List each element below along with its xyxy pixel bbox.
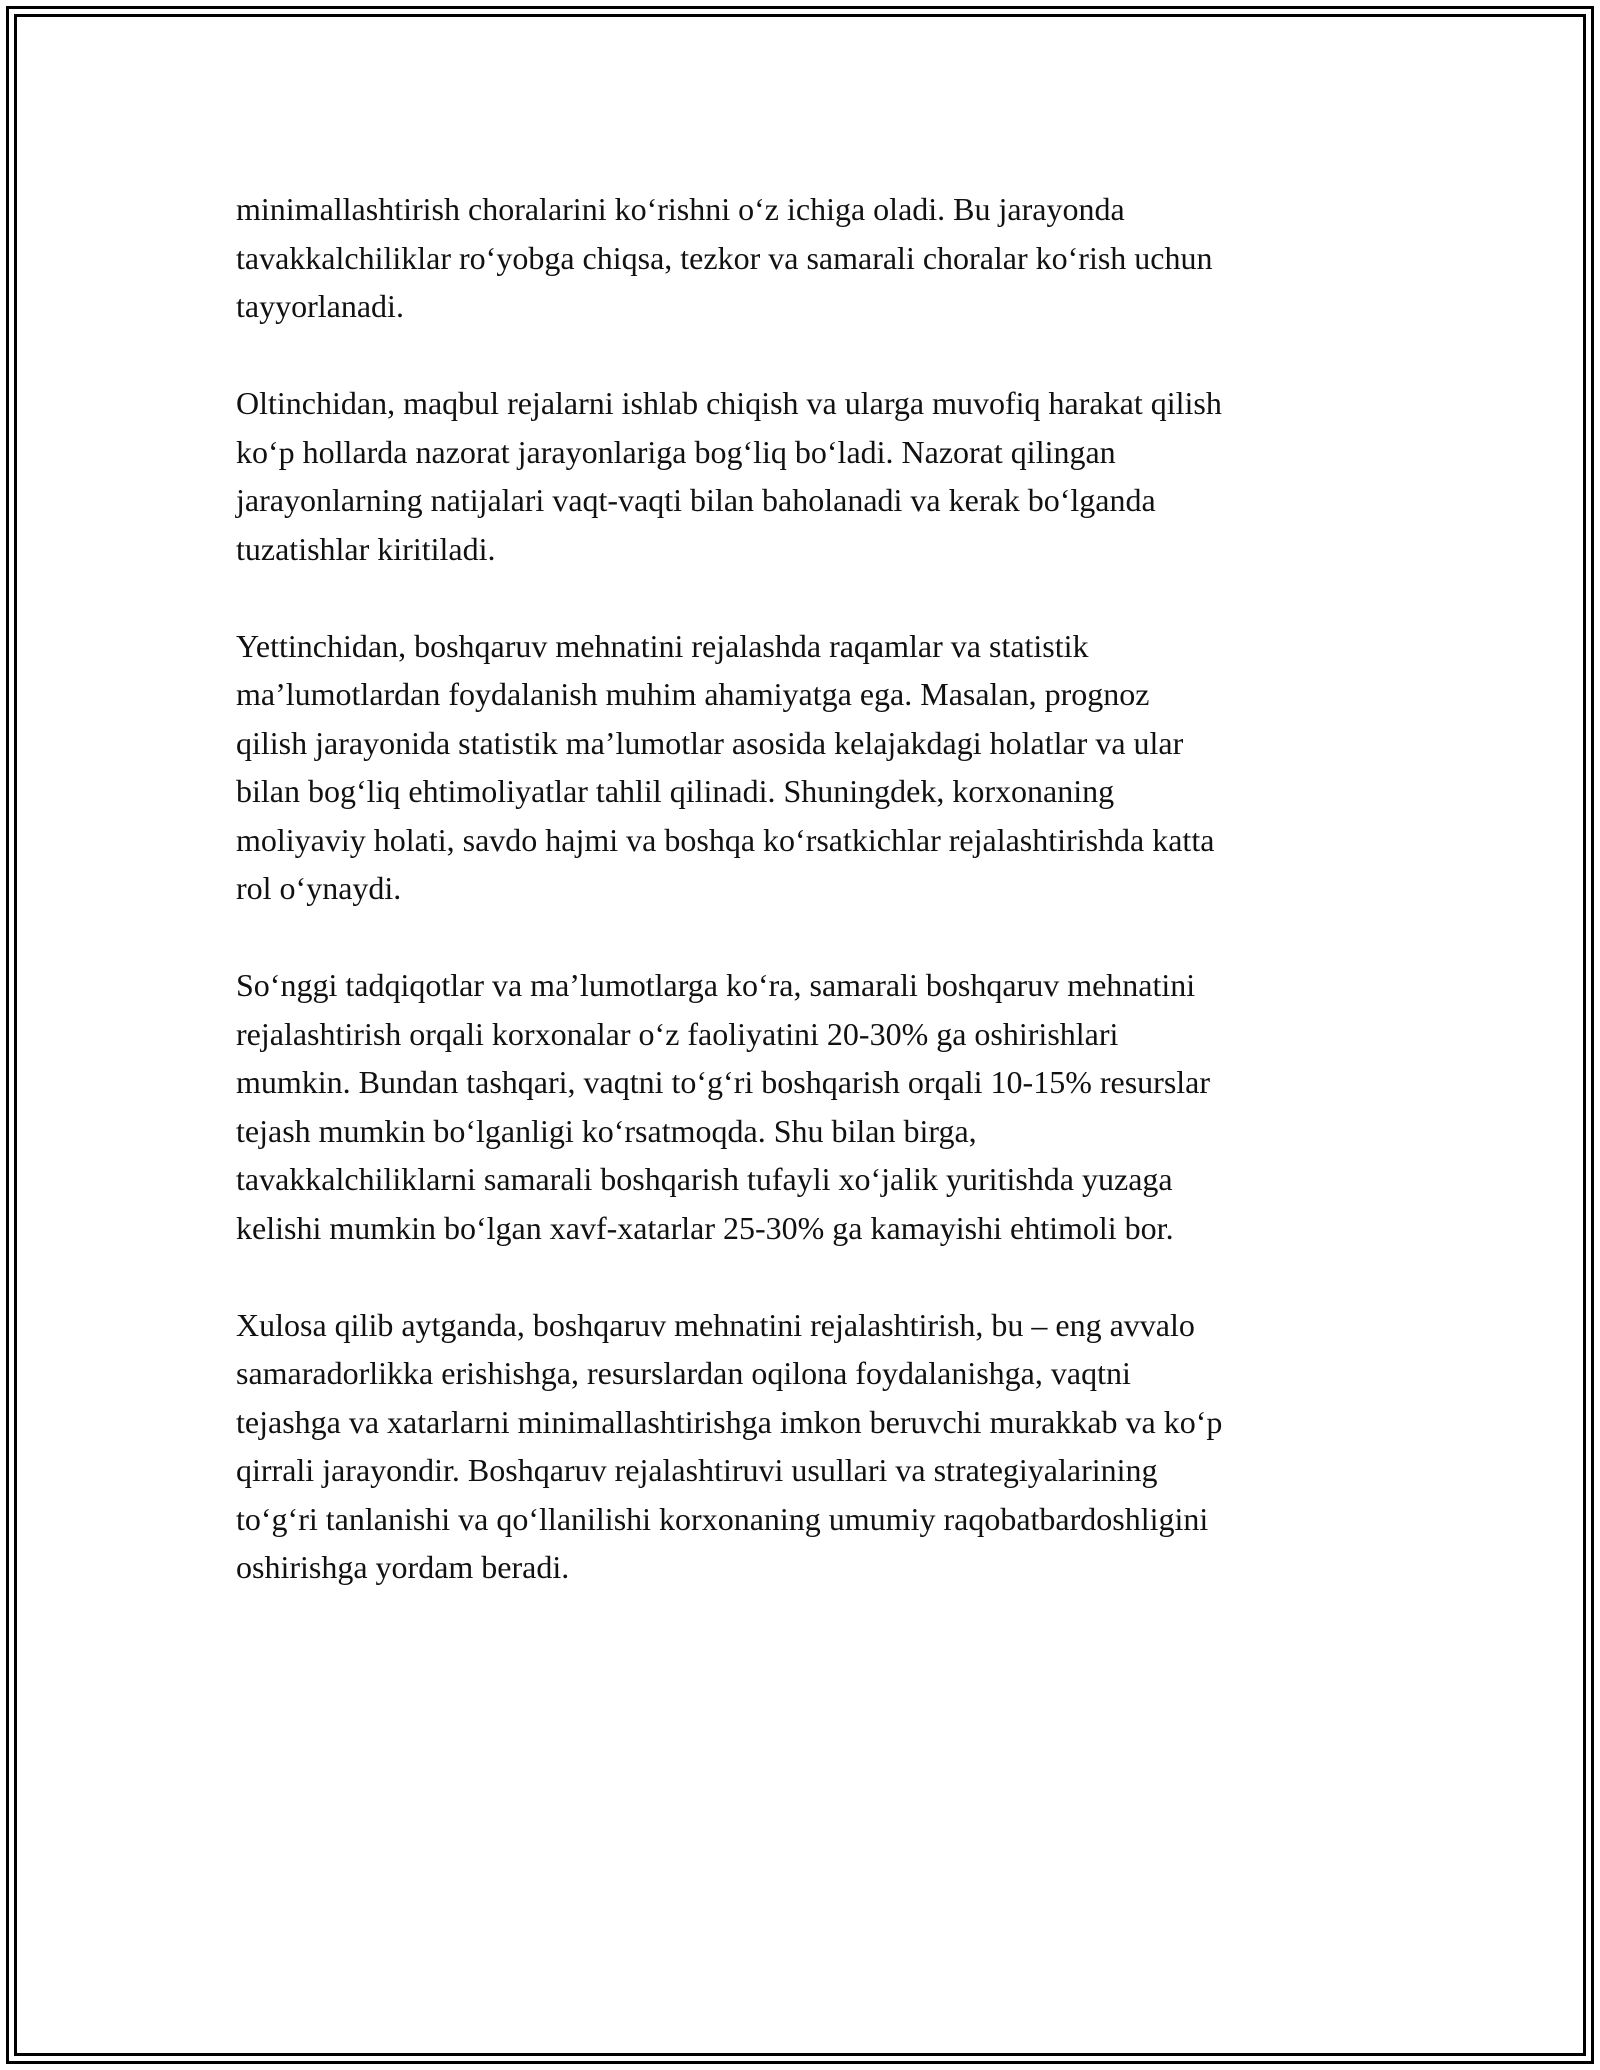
text-line: tavakkalchiliklarni samarali boshqarish tufayli xoʻjalik yuritishda yuzaga (236, 1161, 1173, 1197)
text-line: rol oʻynaydi. (236, 870, 402, 906)
text-line: minimallashtirish choralarini koʻrishni oʻz ichiga oladi. Bu jarayonda (236, 191, 1125, 227)
text-line: tayyorlanadi. (236, 288, 404, 324)
paragraph (236, 622, 1376, 913)
paragraph (236, 1301, 1376, 1592)
text-line: kelishi mumkin boʻlgan xavf-xatarlar 25-30% ga kamayishi ehtimoli bor. (236, 1209, 1174, 1246)
text-line: ma’lumotlardan foydalanish muhim ahamiyatga ega. Masalan, prognoz (236, 676, 1150, 712)
text-line: Xulosa qilib aytganda, boshqaruv mehnatini rejalashtirish, bu – eng avvalo (236, 1306, 1195, 1343)
text-line: tavakkalchiliklar roʻyobga chiqsa, tezkor va samarali choralar koʻrish uchun (236, 239, 1213, 276)
paragraph (236, 185, 1376, 331)
text-line: mumkin. Bundan tashqari, vaqtni toʻgʻri boshqarish orqali 10-15% resurslar (236, 1064, 1211, 1100)
paragraph (236, 961, 1376, 1252)
text-line: Yettinchidan, boshqaruv mehnatini rejalashda raqamlar va statistik (236, 627, 1089, 664)
text-line: toʻgʻri tanlanishi va qoʻllanilishi korxonaning umumiy raqobatbardoshligini (236, 1500, 1209, 1537)
text-line: tejashga va xatarlarni minimallashtirishga imkon beruvchi murakkab va koʻp (236, 1403, 1223, 1440)
document-body (236, 185, 1376, 1640)
text-line: oshirishga yordam beradi. (236, 1549, 570, 1585)
text-line: samaradorlikka erishishga, resurslardan oqilona foydalanishga, vaqtni (236, 1355, 1131, 1391)
text-line: Oltinchidan, maqbul rejalarni ishlab chiqish va ularga muvofiq harakat qilish (236, 385, 1222, 421)
text-line: Soʻnggi tadqiqotlar va ma’lumotlarga koʻra, samarali boshqaruv mehnatini (236, 967, 1196, 1003)
paragraph (236, 379, 1376, 573)
text-line: moliyaviy holati, savdo hajmi va boshqa koʻrsatkichlar rejalashtirishda katta (236, 821, 1215, 858)
text-line: bilan bogʻliq ehtimoliyatlar tahlil qilinadi. Shuningdek, korxonaning (236, 773, 1115, 809)
text-line: qilish jarayonida statistik ma’lumotlar asosida kelajakdagi holatlar va ular (236, 724, 1184, 761)
text-line: tejash mumkin boʻlganligi koʻrsatmoqda. Shu bilan birga, (236, 1112, 977, 1149)
text-line: koʻp hollarda nazorat jarayonlariga bogʻliq boʻladi. Nazorat qilingan (236, 433, 1116, 470)
text-line: qirrali jarayondir. Boshqaruv rejalashtiruvi usullari va strategiyalarining (236, 1452, 1158, 1488)
text-line: rejalashtirish orqali korxonalar oʻz faoliyatini 20-30% ga oshirishlari (236, 1015, 1119, 1052)
text-line: jarayonlarning natijalari vaqt-vaqti bilan baholanadi va kerak boʻlganda (236, 482, 1156, 518)
text-line: tuzatishlar kiritiladi. (236, 530, 496, 567)
